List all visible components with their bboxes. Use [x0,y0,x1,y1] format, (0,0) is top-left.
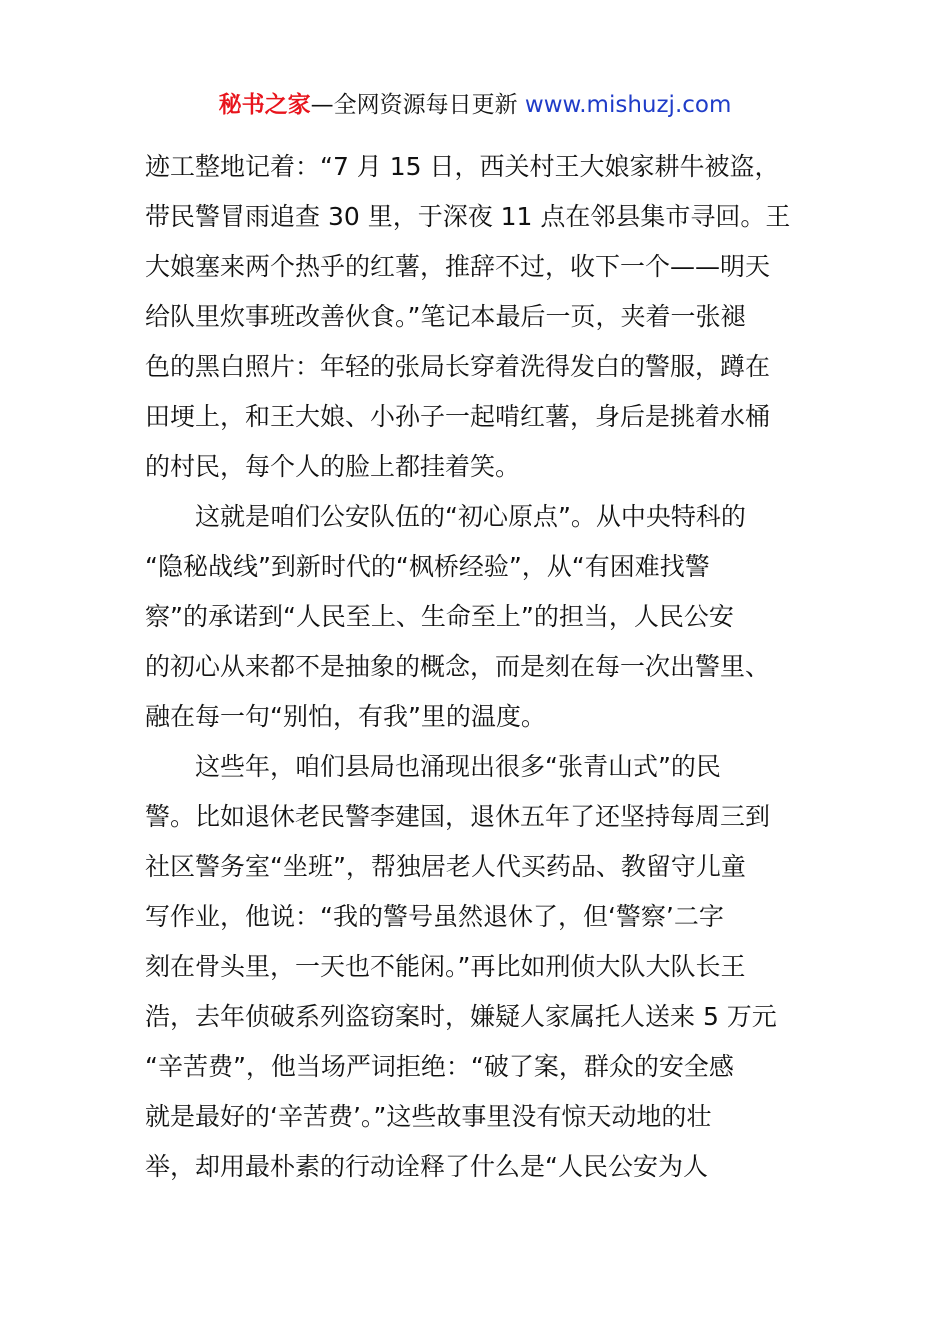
site-url-link[interactable]: www.mishuzj.com [524,92,732,118]
text-line: 色的黑白照片：年轻的张局长穿着洗得发白的警服，蹲在 [145,352,771,381]
text-line: “隐秘战线”到新时代的“枫桥经验”，从“有困难找警 [145,552,710,581]
text-line: 的村民，每个人的脸上都挂着笑。 [145,452,521,481]
text-line: 迹工整地记着：“7 月 15 日，西关村王大娘家耕牛被盗， [145,152,780,181]
text-line: 带民警冒雨追查 30 里，于深夜 11 点在邻县集市寻回。王 [145,202,791,231]
text-line: 这就是咱们公安队伍的“初心原点”。从中央特科的 [145,502,746,531]
text-line: 这些年，咱们县局也涌现出很多“张青山式”的民 [145,752,721,781]
text-line: 融在每一句“别怕，有我”里的温度。 [145,702,546,731]
text-line: 给队里炊事班改善伙食。”笔记本最后一页，夹着一张褪 [145,302,746,331]
text-line: 刻在骨头里，一天也不能闲。”再比如刑侦大队大队长王 [145,952,746,981]
site-brand: 秘书之家 [218,92,311,118]
text-line: 察”的承诺到“人民至上、生命至上”的担当，人民公安 [145,602,734,631]
text-line: 浩，去年侦破系列盗窃案时，嫌疑人家属托人送来 5 万元 [145,1002,777,1031]
document-body [145,146,805,1196]
text-line: 的初心从来都不是抽象的概念，而是刻在每一次出警里、 [145,652,771,681]
site-tagline: —全网资源每日更新 [310,92,518,118]
text-line: 举，却用最朴素的行动诠释了什么是“人民公安为人 [145,1152,708,1181]
text-line: 田埂上，和王大娘、小孙子一起啃红薯，身后是挑着水桶 [145,402,771,431]
text-line: “辛苦费”，他当场严词拒绝：“破了案，群众的安全感 [145,1052,734,1081]
text-line: 就是最好的‘辛苦费’。”这些故事里没有惊天动地的壮 [145,1102,712,1131]
text-line: 大娘塞来两个热乎的红薯，推辞不过，收下一个——明天 [145,252,771,281]
text-line: 写作业，他说：“我的警号虽然退休了，但‘警察’二字 [145,902,724,931]
text-line: 警。比如退休老民警李建国，退休五年了还坚持每周三到 [145,802,771,831]
page-header [0,88,950,122]
text-line: 社区警务室“坐班”，帮独居老人代买药品、教留守儿童 [145,852,746,881]
